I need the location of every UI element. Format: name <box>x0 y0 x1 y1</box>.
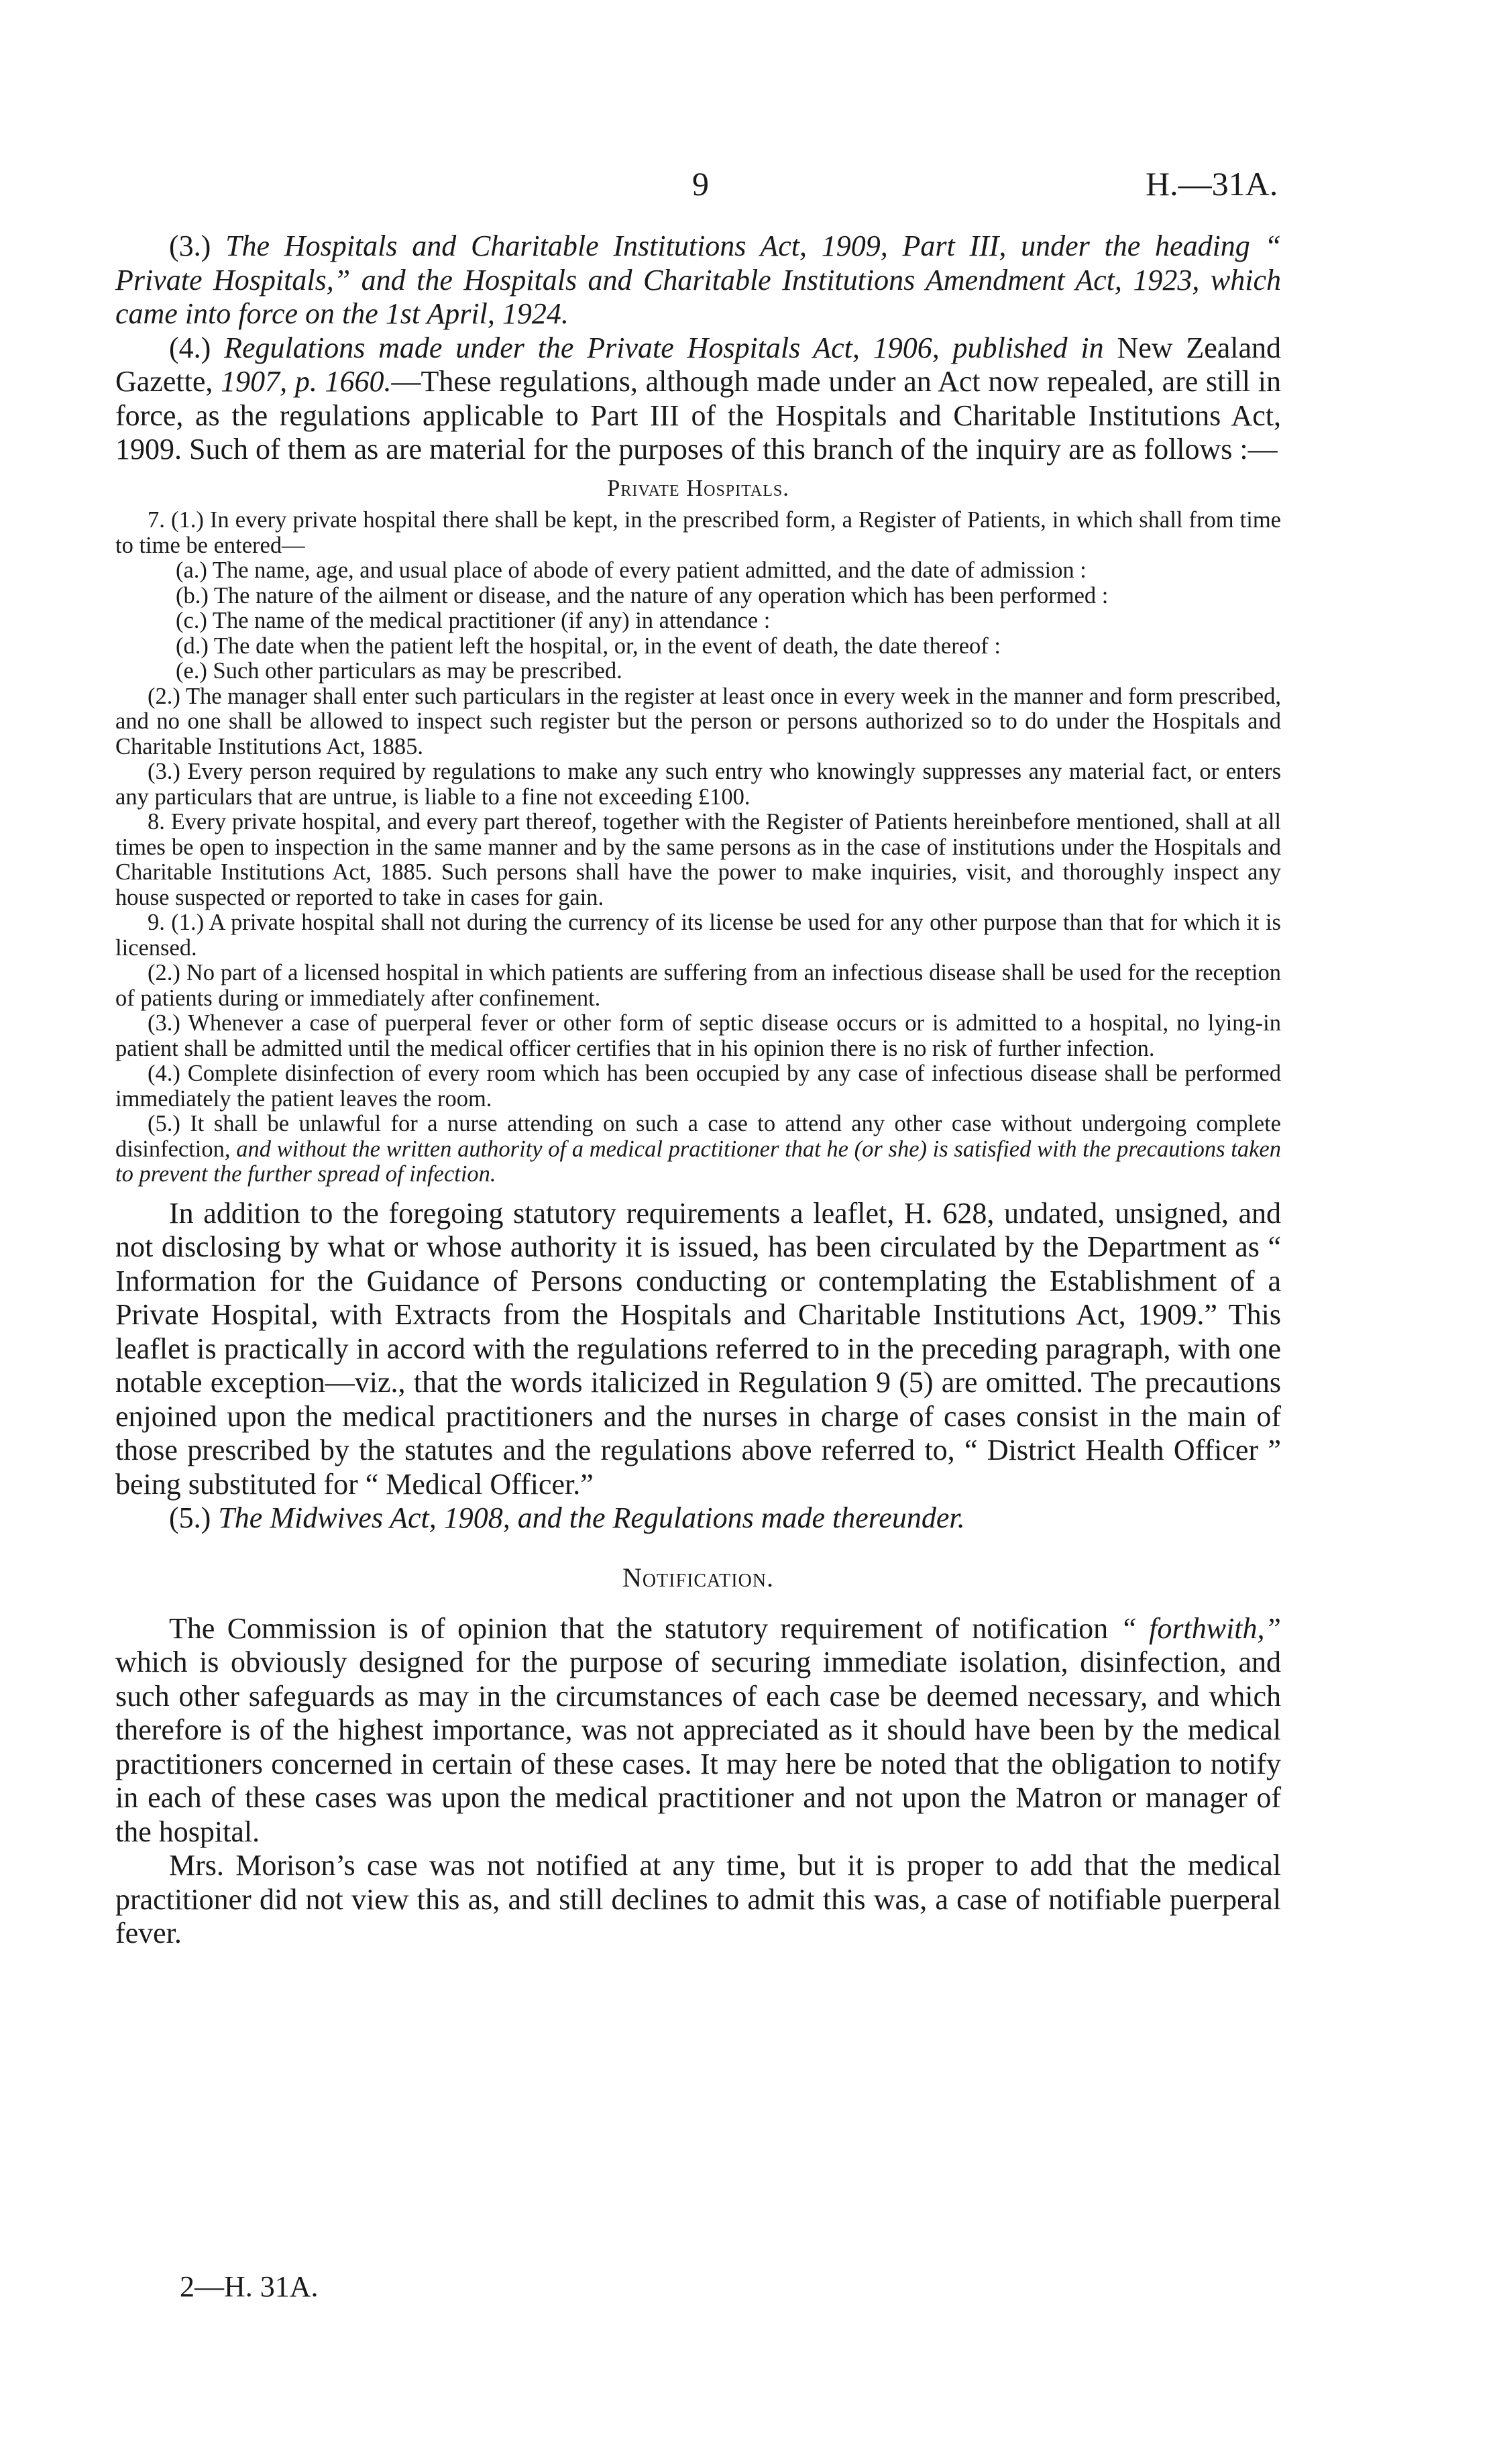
regulation-7-d: (d.) The date when the patient left the hospital, or, in the event of death, the date thereof : <box>176 633 1001 659</box>
regulation-9-4: (4.) Complete disinfection of every room which has been occupied by any case of infectious disease shall be performed immediately the patient leaves the room. <box>115 1061 1281 1112</box>
regulation-9-2: (2.) No part of a licensed hospital in which patients are suffering from an infectious disease shall be used for the reception of patients during or immediately after confinement. <box>115 960 1281 1011</box>
private-hospitals-heading: Private Hospitals. <box>607 475 789 501</box>
regulation-7-2: (2.) The manager shall enter such particulars in the register at least once in every week in the manner and form prescribed, and no one shall be allowed to inspect such register but the person or persons authorized so to do under the Hospitals and Charitable Institutions Act, 1885. <box>115 683 1281 759</box>
section-5-text: The Midwives Act, 1908, and the Regulations made thereunder. <box>218 1501 965 1534</box>
section-4-ref: 1907, p. 1660. <box>221 365 392 398</box>
regulation-8: 8. Every private hospital, and every part thereof, together with the Register of Patients hereinbefore mentioned, shall at all times be open to inspection in the same manner and by the same persons as in the case of institutions under the Hospitals and Charitable Institutions Act, 1885. Such persons shall have the power to make inquiries, visit, and thoroughly inspect any house suspected or reported to take in cases for gain. <box>115 809 1281 910</box>
section-4 <box>115 331 1281 467</box>
regulation-7-b: (b.) The nature of the ailment or disease, and the nature of any operation which has been performed : <box>176 582 1109 608</box>
section-5-number: (5.) <box>169 1501 211 1534</box>
section-3-text: The Hospitals and Charitable Institutions Act, 1909, Part III, under the heading “ Private Hospitals,” and the Hospitals and Charitable Institutions Amendment Act, 1923, which came into force on the 1st April, 1924. <box>115 229 1282 330</box>
regulation-9-5 <box>115 1112 1281 1187</box>
regulation-9-3: (3.) Whenever a case of puerperal fever or other form of septic disease occurs or is admitted to a hospital, no lying-in patient shall be admitted until the medical officer certifies that in his opinion there is no risk of further infection. <box>115 1010 1281 1061</box>
notification-p1-start: The Commission is of opinion that the statutory requirement of notification <box>169 1611 1109 1645</box>
section-5 <box>115 1501 1281 1536</box>
document-reference: H.—31A. <box>1146 165 1278 203</box>
regulation-7-3: (3.) Every person required by regulations to make any such entry who knowingly suppresses any material fact, or enters any particulars that are untrue, is liable to a fine not exceeding £100. <box>115 759 1281 810</box>
notification-paragraph-2: Mrs. Morison’s case was not notified at any time, but it is proper to add that the medical practitioner did not view this as, and still declines to admit this was, a case of notifiable puerperal fever. <box>115 1849 1281 1949</box>
notification-p1-italic: “ forthwith,” <box>1120 1611 1281 1645</box>
section-3-number: (3.) <box>169 229 211 262</box>
main-text <box>115 229 1281 1951</box>
page-signature: 2—H. 31A. <box>180 2270 319 2303</box>
section-3 <box>115 229 1281 331</box>
page-number: 9 <box>692 165 709 203</box>
leaflet-paragraph: In addition to the foregoing statutory requirements a leaflet, H. 628, undated, unsigned, and not disclosing by what or whose authority it is issued, has been circulated by the Department as “ Information for the Guidance of Persons conducting or contemplating the Establishment of a Private Hospital, with Extracts from the Hospitals and Charitable Institutions Act, 1909.” This leaflet is practically in accord with the regulations referred to in the preceding paragraph, with one notable exception—viz., that the words italicized in Regulation 9 (5) are omitted. The precautions enjoined upon the medical practitioners and the nurses in charge of cases consist in the main of those prescribed by the statutes and the regulations above referred to, “ District Health Officer ” being substituted for “ Medical Officer.” <box>115 1196 1281 1501</box>
regulation-7-a: (a.) The name, age, and usual place of abode of every patient admitted, and the date of admission : <box>176 557 1087 583</box>
regulation-9-5-italic: and without the written authority of a medical practitioner that he (or she) is satisfied with the precautions taken to prevent the further spread of infection. <box>115 1136 1281 1187</box>
section-4-number: (4.) <box>169 331 211 364</box>
notification-p1-rest: which is obviously designed for the purpose of securing immediate isolation, disinfection, and such other safeguards as may in the circumstances of each case be deemed necessary, and which therefore is of the highest importance, was not appreciated as it should have been by the medical practitioners concerned in certain of these cases. It may here be noted that the obligation to notify in each of these cases was upon the medical practitioner and not upon the Matron or manager of the hospital. <box>115 1646 1281 1848</box>
section-4-gazette: New Zealand Gazette, <box>115 331 1282 398</box>
section-4-body: —These regulations, although made under an Act now repealed, are still in force, as the regulations applicable to Part III of the Hospitals and Charitable Institutions Act, 1909. Such of them as are material for the purposes of this branch of the inquiry are as follows :— <box>115 365 1281 466</box>
regulation-9-1: 9. (1.) A private hospital shall not during the currency of its license be used for any other purpose than that for which it is licensed. <box>115 910 1281 961</box>
section-4-title: Regulations made under the Private Hospitals Act, 1906, published in <box>224 331 1104 364</box>
regulation-7-1: 7. (1.) In every private hospital there shall be kept, in the prescribed form, a Register of Patients, in which shall from time to time be entered— <box>115 507 1281 558</box>
regulation-9-5-plain: (5.) It shall be unlawful for a nurse attending on such a case to attend any other case without undergoing complete disinfection, <box>115 1111 1281 1162</box>
regulation-7-e: (e.) Such other particulars as may be prescribed. <box>176 658 622 684</box>
regulation-7-c: (c.) The name of the medical practitioner (if any) in attendance : <box>176 608 771 633</box>
notification-paragraph-1 <box>115 1612 1281 1850</box>
notification-heading: Notification. <box>622 1562 775 1593</box>
